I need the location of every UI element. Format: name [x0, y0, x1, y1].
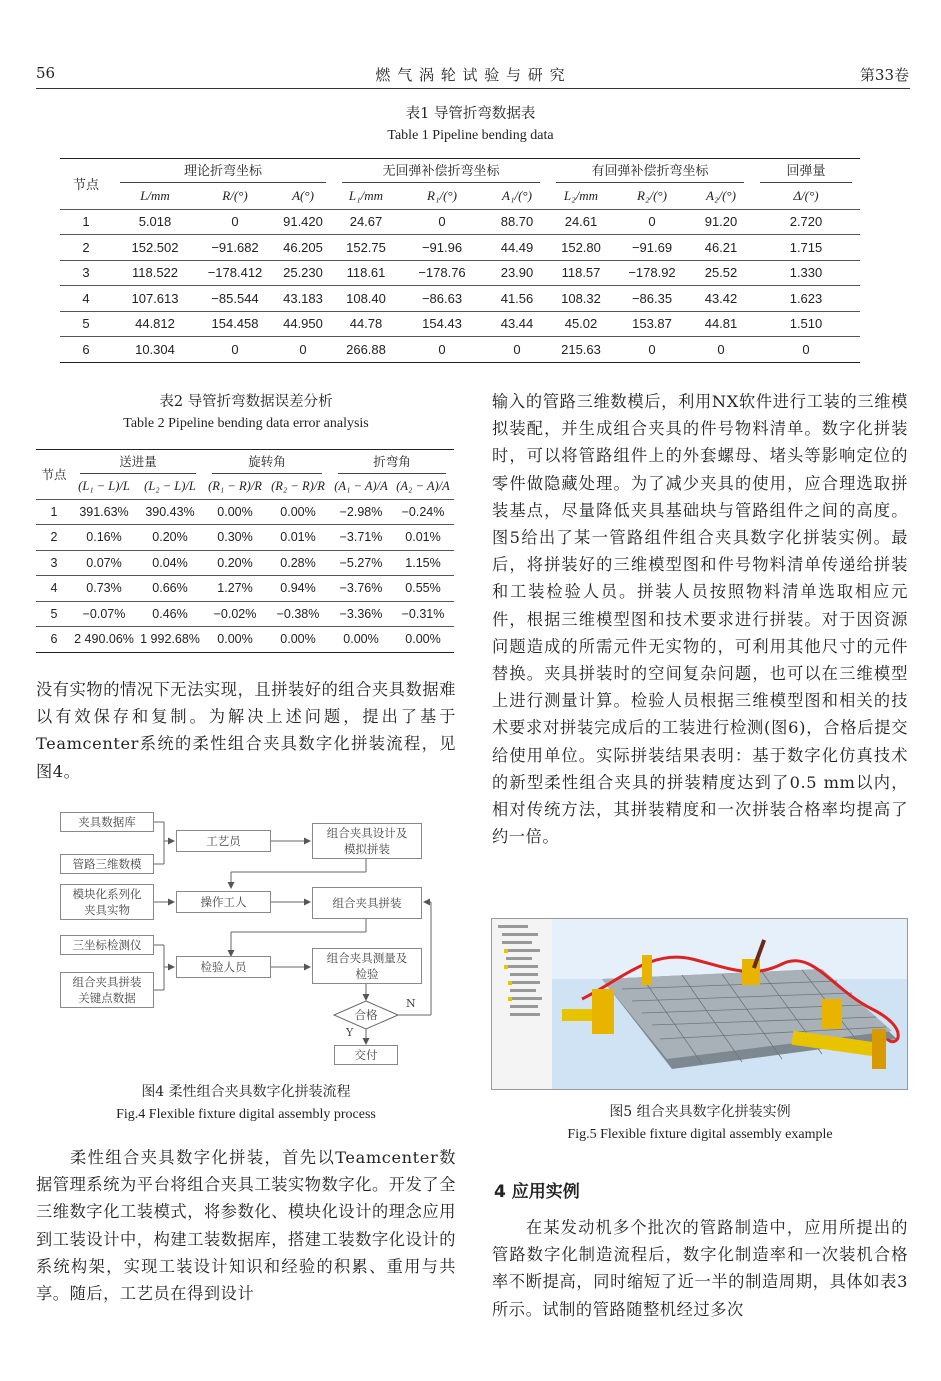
fc-fixture-assembly: 组合夹具拼装: [312, 887, 422, 919]
table-cell: −2.98%: [330, 499, 392, 525]
table-cell: −3.76%: [330, 576, 392, 602]
fc-modular-fixture: 模块化系列化夹具实物: [60, 884, 154, 920]
table-cell: 5.018: [112, 209, 198, 235]
figure4-flowchart: [56, 810, 436, 1070]
table-cell: 91.420: [272, 209, 334, 235]
fixture-3d-render: [492, 919, 907, 1089]
table-cell: 0: [398, 337, 486, 363]
fc-cmm: 三坐标检测仪: [60, 935, 154, 955]
table-cell: 2 490.06%: [72, 627, 136, 653]
table-row: [36, 576, 454, 602]
figure4-caption-en: Fig.4 Flexible fixture digital assembly process: [116, 1107, 376, 1122]
right-paragraph-1: 输入的管路三维数模后，利用NX软件进行工装的三维模拟装配，并生成组合夹具的件号物料清单。数字化拼装时，可以将管路组件上的外套螺母、堵头等影响定位的零件做隐藏处理。为了减少夹具的使用，应合理选取拼装基点，尽量降低夹具基础块与管路组件之间的高度。图5给出了某一管路组件组合夹具数字化拼装实例。最后，将拼装好的三维模型图和件号物料清单传递给拼装和工装检验人员。拼装人员按照物料清单选取相应元件，根据三维模型图和技术要求进行拼装。对于因资源问题造成的所需元件无实物的，可利用其他尺寸的元件替换。夹具拼装时的空间复杂问题，也可以在三维模型上进行测量计算。检验人员根据三维模型图和相关的技术要求对拼装完成后的工装进行检测(图6)，合格后提交给使用单位。实际拼装结果表明：基于数字化仿真技术的新型柔性组合夹具的拼装精度达到了0.5 mm以内，相对传统方法，其拼装精度和一次拼装合格率均提高了约一倍。: [492, 392, 908, 847]
table1-group-comp: 有回弹补偿折弯坐标: [591, 163, 709, 178]
table-cell: 152.502: [112, 235, 198, 261]
table-cell: 0.46%: [136, 601, 204, 627]
table-cell: 0.16%: [72, 525, 136, 551]
table-cell: 25.230: [272, 260, 334, 286]
table1: [60, 158, 860, 363]
table2-subheader: (R₁ − R)/R: [204, 474, 266, 499]
table-cell: 0: [272, 337, 334, 363]
fc-measure-inspect: 组合夹具测量及检验: [312, 948, 422, 984]
left-paragraph-1: 没有实物的情况下无法实现，且拼装好的组合夹具数据难以有效保存和复制。为解决上述问题，提出了基于Teamcenter系统的柔性组合夹具数字化拼装流程，见图4。: [36, 680, 456, 781]
table-cell: 5: [60, 311, 112, 337]
table-cell: 0.00%: [330, 627, 392, 653]
table-cell: −178.76: [398, 260, 486, 286]
table1-group-spring: 回弹量: [786, 163, 826, 178]
table2-subheader: (L₁ − L)/L: [72, 474, 136, 499]
table-cell: 118.61: [334, 260, 398, 286]
table-cell: 215.63: [548, 337, 614, 363]
table-cell: 154.43: [398, 311, 486, 337]
table-cell: −86.35: [614, 286, 690, 312]
table2-subheader: (R₂ − R)/R: [266, 474, 330, 499]
table-cell: 108.40: [334, 286, 398, 312]
fc-pipe-3d-model: 管路三维数模: [60, 854, 154, 874]
table2-group-rot: 旋转角: [248, 455, 286, 469]
table-cell: 1.330: [752, 260, 860, 286]
table-cell: −178.92: [614, 260, 690, 286]
figure5-caption-cn: 图5 组合夹具数字化拼装实例: [609, 1104, 791, 1120]
table-row: [36, 627, 454, 653]
table-cell: 0.07%: [72, 550, 136, 576]
table-cell: 0.73%: [72, 576, 136, 602]
table1-subheader: L/mm: [112, 183, 198, 209]
table-cell: 0: [486, 337, 548, 363]
table2-node-header: 节点: [36, 450, 72, 500]
table2-caption-en: Table 2 Pipeline bending data error analysis: [123, 416, 369, 431]
volume-label: 第33卷: [859, 66, 909, 84]
table-cell: 4: [60, 286, 112, 312]
table-cell: 41.56: [486, 286, 548, 312]
table-cell: 6: [60, 337, 112, 363]
table-cell: 44.812: [112, 311, 198, 337]
table-cell: 0.00%: [392, 627, 454, 653]
fc-no-label: N: [406, 997, 416, 1010]
table-cell: −0.31%: [392, 601, 454, 627]
table-cell: 4: [36, 576, 72, 602]
table-cell: 91.20: [690, 209, 752, 235]
table-cell: 25.52: [690, 260, 752, 286]
table-cell: 152.75: [334, 235, 398, 261]
table-cell: −91.69: [614, 235, 690, 261]
table-cell: −5.27%: [330, 550, 392, 576]
fc-deliver: 交付: [334, 1045, 398, 1065]
section4-paragraph: 在某发动机多个批次的管路制造中，应用所提出的管路数字化制造流程后，数字化制造率和一次装机合格率不断提高，同时缩短了近一半的制造周期，具体如表3所示。试制的管路随整机经过多次: [492, 1218, 908, 1319]
table2-group-bend: 折弯角: [373, 455, 411, 469]
table-cell: 45.02: [548, 311, 614, 337]
table-cell: 391.63%: [72, 499, 136, 525]
left-paragraph-2: 柔性组合夹具数字化拼装，首先以Teamcenter数据管理系统为平台将组合夹具工装实物数字化。开发了全三维数字化工装模式，将参数化、模块化设计的理念应用到工装设计中，构建工装数据库，搭建工装数字化设计的系统构架，实现工装设计知识和经验的积累、重用与共享。随后，工艺员在得到设计: [36, 1148, 456, 1304]
table-cell: 0.01%: [392, 525, 454, 551]
table1-node-header: 节点: [60, 159, 112, 210]
table-cell: 0.94%: [266, 576, 330, 602]
fc-yes-label: Y: [346, 1026, 354, 1039]
table-cell: −3.71%: [330, 525, 392, 551]
table-cell: 0: [198, 209, 272, 235]
table2-group-feed: 送进量: [119, 455, 157, 469]
table1-caption-cn: 表1 导管折弯数据表: [405, 106, 536, 122]
table-cell: −86.63: [398, 286, 486, 312]
table-row: [36, 499, 454, 525]
table-cell: −178.412: [198, 260, 272, 286]
table-cell: 0.04%: [136, 550, 204, 576]
table-cell: 43.44: [486, 311, 548, 337]
table-cell: 1.15%: [392, 550, 454, 576]
page-number: 56: [36, 64, 56, 82]
table-cell: 0.20%: [136, 525, 204, 551]
table-cell: −0.38%: [266, 601, 330, 627]
table-cell: 10.304: [112, 337, 198, 363]
table-cell: 2: [36, 525, 72, 551]
table-cell: 0: [690, 337, 752, 363]
figure4-caption-cn: 图4 柔性组合夹具数字化拼装流程: [141, 1084, 351, 1100]
table-cell: −0.02%: [204, 601, 266, 627]
table-cell: 1.510: [752, 311, 860, 337]
figure5-caption-en: Fig.5 Flexible fixture digital assembly example: [567, 1127, 833, 1142]
figure5-image: [491, 918, 908, 1090]
table-cell: −85.544: [198, 286, 272, 312]
table-cell: −0.24%: [392, 499, 454, 525]
table-cell: 0: [614, 209, 690, 235]
table-cell: 43.42: [690, 286, 752, 312]
table-cell: 1.27%: [204, 576, 266, 602]
table-cell: 108.32: [548, 286, 614, 312]
journal-title: 燃 气 涡 轮 试 验 与 研 究: [375, 66, 566, 84]
table-cell: 0.55%: [392, 576, 454, 602]
table-cell: 0: [398, 209, 486, 235]
table-cell: 1.623: [752, 286, 860, 312]
table-cell: 46.205: [272, 235, 334, 261]
table-cell: 44.950: [272, 311, 334, 337]
table2-subheader: (A₁ − A)/A: [330, 474, 392, 499]
table-cell: 0.01%: [266, 525, 330, 551]
table-cell: 44.81: [690, 311, 752, 337]
table-row: [60, 235, 860, 261]
table-cell: 1: [60, 209, 112, 235]
table1-subheader: R₂/(°): [614, 183, 690, 209]
table-cell: 24.67: [334, 209, 398, 235]
table-cell: 3: [36, 550, 72, 576]
table-cell: 266.88: [334, 337, 398, 363]
table-cell: 0.28%: [266, 550, 330, 576]
section4-heading: 4 应用实例: [494, 1182, 580, 1202]
table2: [36, 449, 454, 653]
table-cell: 44.49: [486, 235, 548, 261]
table-cell: 2.720: [752, 209, 860, 235]
table-cell: −3.36%: [330, 601, 392, 627]
table1-caption-en: Table 1 Pipeline bending data: [387, 128, 554, 143]
fc-keypoint-data: 组合夹具拼装关键点数据: [60, 972, 154, 1008]
table-cell: 0.00%: [204, 627, 266, 653]
table-cell: 1: [36, 499, 72, 525]
table-cell: 0: [614, 337, 690, 363]
table-row: [36, 525, 454, 551]
table-row: [60, 260, 860, 286]
table2-caption-cn: 表2 导管折弯数据误差分析: [159, 394, 333, 410]
table-cell: −0.07%: [72, 601, 136, 627]
table1-group-nocomp: 无回弹补偿折弯坐标: [382, 163, 500, 178]
table-cell: 390.43%: [136, 499, 204, 525]
table-row: [60, 286, 860, 312]
table1-subheader: L₁/mm: [334, 183, 398, 209]
fc-craftsman: 工艺员: [176, 830, 271, 852]
table1-group-theory: 理论折弯坐标: [183, 163, 262, 178]
table-cell: 2: [60, 235, 112, 261]
table-cell: 0.00%: [266, 499, 330, 525]
table-cell: 44.78: [334, 311, 398, 337]
table2-subheader: (A₂ − A)/A: [392, 474, 454, 499]
table-cell: 5: [36, 601, 72, 627]
table-cell: 0: [198, 337, 272, 363]
table-cell: −91.96: [398, 235, 486, 261]
table-cell: 1.715: [752, 235, 860, 261]
table1-subheader: Δ/(°): [752, 183, 860, 209]
table-cell: 46.21: [690, 235, 752, 261]
table-cell: 88.70: [486, 209, 548, 235]
table1-subheader: A₁/(°): [486, 183, 548, 209]
table-row: [36, 550, 454, 576]
fc-fixture-database: 夹具数据库: [60, 812, 154, 832]
fc-operator: 操作工人: [176, 891, 271, 913]
table-cell: 118.522: [112, 260, 198, 286]
table1-subheader: R₁/(°): [398, 183, 486, 209]
table-cell: 0.30%: [204, 525, 266, 551]
table1-subheader: L₂/mm: [548, 183, 614, 209]
header-rule: [36, 88, 910, 89]
table-cell: 118.57: [548, 260, 614, 286]
table-row: [60, 209, 860, 235]
table-row: [60, 337, 860, 363]
table1-subheader: A₂/(°): [690, 183, 752, 209]
table-cell: 154.458: [198, 311, 272, 337]
table-cell: 23.90: [486, 260, 548, 286]
table-cell: 107.613: [112, 286, 198, 312]
table-row: [60, 311, 860, 337]
table-cell: 0.00%: [204, 499, 266, 525]
table-cell: 3: [60, 260, 112, 286]
fc-inspector: 检验人员: [176, 956, 271, 978]
table-cell: 0: [752, 337, 860, 363]
table-cell: 24.61: [548, 209, 614, 235]
table1-subheader: R/(°): [198, 183, 272, 209]
table1-subheader: A(°): [272, 183, 334, 209]
table-cell: 152.80: [548, 235, 614, 261]
table-row: [36, 601, 454, 627]
table-cell: −91.682: [198, 235, 272, 261]
table-cell: 0.00%: [266, 627, 330, 653]
table2-subheader: (L₂ − L)/L: [136, 474, 204, 499]
table-cell: 6: [36, 627, 72, 653]
fc-design-simulation: 组合夹具设计及模拟拼装: [312, 823, 422, 859]
table-cell: 0.66%: [136, 576, 204, 602]
table-cell: 153.87: [614, 311, 690, 337]
fc-pass-decision: 合格: [354, 1008, 378, 1022]
table-cell: 0.20%: [204, 550, 266, 576]
table-cell: 1 992.68%: [136, 627, 204, 653]
table-cell: 43.183: [272, 286, 334, 312]
